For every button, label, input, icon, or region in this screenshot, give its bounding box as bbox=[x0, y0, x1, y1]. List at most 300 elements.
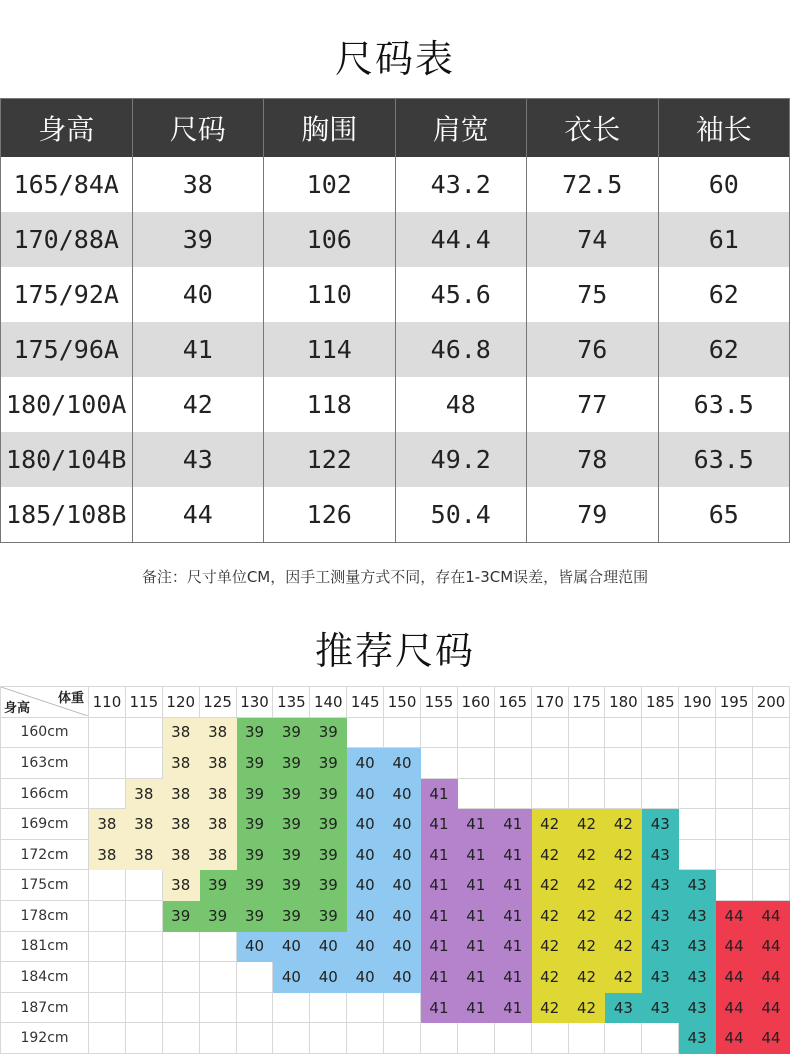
recommend-size-cell: 40 bbox=[384, 778, 421, 809]
recommend-size-cell: 39 bbox=[162, 901, 199, 932]
size-row bbox=[1, 322, 790, 377]
recommend-size-cell bbox=[457, 778, 494, 809]
recommend-size-cell: 39 bbox=[273, 809, 310, 840]
recommend-size-cell bbox=[347, 992, 384, 1023]
weight-header-row bbox=[1, 687, 790, 718]
size-row bbox=[1, 432, 790, 487]
recommend-size-cell bbox=[310, 1023, 347, 1054]
recommend-size-cell bbox=[716, 839, 753, 870]
height-row bbox=[1, 870, 790, 901]
size-cell: 38 bbox=[132, 157, 264, 212]
recommend-size-cell bbox=[310, 992, 347, 1023]
height-label: 166cm bbox=[1, 778, 89, 809]
recommend-size-cell: 44 bbox=[753, 962, 790, 993]
size-cell: 45.6 bbox=[395, 267, 527, 322]
recommend-size-cell: 43 bbox=[605, 992, 642, 1023]
recommend-size-cell bbox=[679, 839, 716, 870]
weight-header-cell: 160 bbox=[457, 687, 494, 718]
size-header-cell: 袖长 bbox=[658, 99, 790, 158]
recommend-size-cell: 38 bbox=[162, 748, 199, 779]
recommend-size-cell bbox=[199, 931, 236, 962]
recommend-size-cell bbox=[605, 1023, 642, 1054]
recommend-size-cell: 40 bbox=[347, 931, 384, 962]
recommend-size-cell: 41 bbox=[457, 870, 494, 901]
size-row bbox=[1, 267, 790, 322]
recommend-size-cell: 41 bbox=[494, 962, 531, 993]
recommend-size-cell bbox=[236, 962, 273, 993]
recommend-size-cell: 41 bbox=[421, 839, 458, 870]
recommend-size-cell: 40 bbox=[384, 931, 421, 962]
size-cell: 170/88A bbox=[1, 212, 133, 267]
recommend-size-cell: 40 bbox=[310, 931, 347, 962]
weight-header-cell: 165 bbox=[494, 687, 531, 718]
corner-weight-label: 体重 bbox=[57, 691, 84, 707]
recommend-size-cell: 41 bbox=[494, 931, 531, 962]
grid-corner bbox=[1, 687, 89, 718]
size-cell: 110 bbox=[264, 267, 396, 322]
recommend-size-cell: 40 bbox=[347, 901, 384, 932]
size-header-cell: 肩宽 bbox=[395, 99, 527, 158]
recommend-size-cell: 38 bbox=[199, 748, 236, 779]
weight-header-cell: 125 bbox=[199, 687, 236, 718]
recommend-size-cell: 38 bbox=[199, 778, 236, 809]
size-row bbox=[1, 377, 790, 432]
recommend-size-cell bbox=[125, 962, 162, 993]
recommend-size-cell bbox=[89, 778, 126, 809]
recommend-size-cell bbox=[753, 809, 790, 840]
recommend-size-cell: 42 bbox=[531, 992, 568, 1023]
size-header-cell: 衣长 bbox=[527, 99, 659, 158]
recommend-size-cell bbox=[457, 1023, 494, 1054]
size-chart-table bbox=[0, 98, 790, 543]
size-cell: 106 bbox=[264, 212, 396, 267]
size-cell: 126 bbox=[264, 487, 396, 543]
height-label: 184cm bbox=[1, 962, 89, 993]
weight-header-cell: 130 bbox=[236, 687, 273, 718]
size-cell: 44 bbox=[132, 487, 264, 543]
recommend-size-cell bbox=[753, 748, 790, 779]
recommend-size-cell: 42 bbox=[605, 931, 642, 962]
recommend-size-cell bbox=[568, 717, 605, 748]
recommend-size-cell bbox=[125, 748, 162, 779]
recommend-size-cell: 44 bbox=[716, 962, 753, 993]
recommend-size-cell: 40 bbox=[347, 870, 384, 901]
recommend-size-cell: 41 bbox=[421, 931, 458, 962]
recommend-size-cell bbox=[642, 748, 679, 779]
recommend-size-cell: 40 bbox=[384, 809, 421, 840]
recommend-size-cell bbox=[494, 778, 531, 809]
weight-header-cell: 190 bbox=[679, 687, 716, 718]
recommend-size-cell: 41 bbox=[421, 962, 458, 993]
size-header-cell: 尺码 bbox=[132, 99, 264, 158]
recommend-size-cell: 41 bbox=[494, 870, 531, 901]
height-label: 163cm bbox=[1, 748, 89, 779]
height-row bbox=[1, 809, 790, 840]
size-cell: 78 bbox=[527, 432, 659, 487]
recommend-size-cell bbox=[89, 717, 126, 748]
recommend-size-cell: 41 bbox=[421, 809, 458, 840]
recommend-size-cell bbox=[457, 717, 494, 748]
recommend-size-cell: 39 bbox=[199, 901, 236, 932]
height-row bbox=[1, 839, 790, 870]
recommend-size-cell: 44 bbox=[716, 901, 753, 932]
recommend-size-cell bbox=[89, 901, 126, 932]
recommend-size-cell: 38 bbox=[89, 839, 126, 870]
recommend-size-cell: 41 bbox=[494, 901, 531, 932]
recommend-size-cell: 39 bbox=[273, 748, 310, 779]
recommend-size-cell: 42 bbox=[605, 901, 642, 932]
recommend-size-cell bbox=[753, 870, 790, 901]
weight-header-cell: 155 bbox=[421, 687, 458, 718]
recommend-size-cell bbox=[716, 870, 753, 901]
weight-header-cell: 120 bbox=[162, 687, 199, 718]
recommend-size-cell bbox=[753, 839, 790, 870]
size-cell: 61 bbox=[658, 212, 790, 267]
recommend-size-cell: 44 bbox=[753, 901, 790, 932]
recommend-size-cell bbox=[716, 717, 753, 748]
recommend-size-cell: 42 bbox=[568, 931, 605, 962]
recommend-size-cell: 43 bbox=[679, 1023, 716, 1054]
recommend-size-cell: 38 bbox=[89, 809, 126, 840]
recommend-size-cell: 39 bbox=[310, 901, 347, 932]
size-cell: 118 bbox=[264, 377, 396, 432]
size-cell: 41 bbox=[132, 322, 264, 377]
recommend-size-cell: 43 bbox=[642, 931, 679, 962]
recommend-size-cell: 39 bbox=[236, 839, 273, 870]
recommend-size-grid bbox=[0, 686, 790, 1054]
recommend-size-cell: 43 bbox=[642, 901, 679, 932]
recommend-size-cell: 40 bbox=[273, 962, 310, 993]
size-row bbox=[1, 157, 790, 212]
recommend-size-cell: 38 bbox=[162, 809, 199, 840]
recommend-size-cell: 41 bbox=[457, 901, 494, 932]
height-label: 172cm bbox=[1, 839, 89, 870]
recommend-size-cell bbox=[384, 1023, 421, 1054]
size-header-cell: 胸围 bbox=[264, 99, 396, 158]
weight-header-cell: 135 bbox=[273, 687, 310, 718]
size-cell: 175/92A bbox=[1, 267, 133, 322]
weight-header-cell: 110 bbox=[89, 687, 126, 718]
recommend-size-cell: 44 bbox=[716, 1023, 753, 1054]
recommend-size-cell bbox=[457, 748, 494, 779]
recommend-size-cell: 38 bbox=[162, 778, 199, 809]
recommend-size-cell bbox=[642, 717, 679, 748]
height-label: 175cm bbox=[1, 870, 89, 901]
recommend-size-cell bbox=[494, 748, 531, 779]
recommend-size-cell: 39 bbox=[310, 870, 347, 901]
recommend-size-cell: 42 bbox=[531, 809, 568, 840]
recommend-size-cell: 42 bbox=[531, 839, 568, 870]
recommend-size-cell bbox=[273, 992, 310, 1023]
recommend-size-cell: 38 bbox=[162, 839, 199, 870]
recommend-size-cell: 43 bbox=[679, 962, 716, 993]
recommend-size-cell bbox=[716, 748, 753, 779]
size-cell: 65 bbox=[658, 487, 790, 543]
recommend-size-cell: 42 bbox=[568, 962, 605, 993]
size-cell: 63.5 bbox=[658, 432, 790, 487]
recommend-size-cell bbox=[679, 778, 716, 809]
size-cell: 48 bbox=[395, 377, 527, 432]
recommend-size-cell: 41 bbox=[421, 901, 458, 932]
recommend-size-cell: 39 bbox=[236, 748, 273, 779]
size-cell: 74 bbox=[527, 212, 659, 267]
size-cell: 43 bbox=[132, 432, 264, 487]
size-cell: 40 bbox=[132, 267, 264, 322]
height-row bbox=[1, 931, 790, 962]
size-cell: 175/96A bbox=[1, 322, 133, 377]
height-row bbox=[1, 748, 790, 779]
recommend-size-cell: 39 bbox=[273, 839, 310, 870]
recommend-size-cell: 41 bbox=[457, 809, 494, 840]
recommend-size-cell: 40 bbox=[384, 870, 421, 901]
size-row bbox=[1, 487, 790, 543]
height-row bbox=[1, 901, 790, 932]
recommend-size-cell: 41 bbox=[421, 870, 458, 901]
recommend-size-cell bbox=[421, 1023, 458, 1054]
weight-header-cell: 115 bbox=[125, 687, 162, 718]
recommend-size-cell: 39 bbox=[199, 870, 236, 901]
weight-header-cell: 140 bbox=[310, 687, 347, 718]
recommend-size-cell: 41 bbox=[421, 778, 458, 809]
recommend-size-cell: 38 bbox=[162, 717, 199, 748]
recommend-size-cell: 43 bbox=[642, 870, 679, 901]
recommend-size-cell: 40 bbox=[384, 962, 421, 993]
size-cell: 42 bbox=[132, 377, 264, 432]
recommend-size-cell: 44 bbox=[716, 992, 753, 1023]
height-row bbox=[1, 1023, 790, 1054]
recommend-size-cell bbox=[494, 1023, 531, 1054]
size-cell: 102 bbox=[264, 157, 396, 212]
recommend-size-cell bbox=[642, 1023, 679, 1054]
height-label: 178cm bbox=[1, 901, 89, 932]
recommend-size-cell: 42 bbox=[568, 839, 605, 870]
recommend-size-cell: 40 bbox=[347, 778, 384, 809]
recommend-size-cell bbox=[568, 1023, 605, 1054]
weight-header-cell: 175 bbox=[568, 687, 605, 718]
recommend-size-cell bbox=[347, 1023, 384, 1054]
recommend-size-cell: 42 bbox=[605, 839, 642, 870]
size-cell: 72.5 bbox=[527, 157, 659, 212]
recommend-size-cell bbox=[89, 1023, 126, 1054]
recommend-size-cell bbox=[89, 870, 126, 901]
recommend-size-cell bbox=[384, 992, 421, 1023]
height-row bbox=[1, 717, 790, 748]
weight-header-cell: 170 bbox=[531, 687, 568, 718]
size-chart-title: 尺码表 bbox=[334, 37, 455, 81]
size-chart-header-row bbox=[1, 99, 790, 158]
recommend-size-cell bbox=[642, 778, 679, 809]
recommend-size-cell bbox=[531, 748, 568, 779]
height-label: 181cm bbox=[1, 931, 89, 962]
recommend-size-cell bbox=[125, 870, 162, 901]
size-row bbox=[1, 212, 790, 267]
recommend-size-cell: 42 bbox=[605, 809, 642, 840]
recommend-size-cell bbox=[753, 717, 790, 748]
recommend-size-cell: 40 bbox=[347, 748, 384, 779]
recommend-size-cell: 38 bbox=[162, 870, 199, 901]
recommend-size-cell bbox=[605, 717, 642, 748]
recommend-size-cell bbox=[89, 992, 126, 1023]
recommend-size-cell: 42 bbox=[568, 992, 605, 1023]
height-row bbox=[1, 962, 790, 993]
recommend-size-cell bbox=[125, 931, 162, 962]
size-cell: 62 bbox=[658, 267, 790, 322]
recommend-size-cell: 42 bbox=[568, 901, 605, 932]
recommend-size-cell: 44 bbox=[716, 931, 753, 962]
recommend-size-cell bbox=[125, 992, 162, 1023]
recommend-size-cell bbox=[716, 778, 753, 809]
recommend-size-cell: 39 bbox=[236, 809, 273, 840]
recommend-size-cell: 42 bbox=[531, 870, 568, 901]
recommend-size-cell: 40 bbox=[384, 901, 421, 932]
recommend-size-cell: 39 bbox=[310, 839, 347, 870]
size-cell: 39 bbox=[132, 212, 264, 267]
recommend-size-cell bbox=[125, 717, 162, 748]
size-cell: 44.4 bbox=[395, 212, 527, 267]
recommend-size-cell: 43 bbox=[679, 931, 716, 962]
recommend-size-cell: 42 bbox=[568, 809, 605, 840]
recommend-size-cell: 41 bbox=[494, 809, 531, 840]
recommend-size-cell: 40 bbox=[310, 962, 347, 993]
size-cell: 75 bbox=[527, 267, 659, 322]
recommend-size-cell bbox=[199, 962, 236, 993]
recommend-size-cell: 41 bbox=[457, 931, 494, 962]
recommend-size-cell bbox=[421, 717, 458, 748]
recommend-size-cell: 43 bbox=[642, 839, 679, 870]
weight-header-cell: 145 bbox=[347, 687, 384, 718]
recommend-size-cell bbox=[716, 809, 753, 840]
recommend-size-cell bbox=[89, 962, 126, 993]
recommend-size-cell bbox=[753, 778, 790, 809]
size-cell: 60 bbox=[658, 157, 790, 212]
recommend-size-cell: 39 bbox=[273, 901, 310, 932]
recommend-size-cell bbox=[236, 1023, 273, 1054]
recommend-size-cell: 39 bbox=[273, 717, 310, 748]
recommend-size-cell: 39 bbox=[236, 870, 273, 901]
recommend-size-cell: 40 bbox=[384, 839, 421, 870]
recommend-size-cell: 40 bbox=[236, 931, 273, 962]
recommend-size-cell bbox=[531, 717, 568, 748]
recommend-size-cell bbox=[679, 809, 716, 840]
recommend-size-cell bbox=[273, 1023, 310, 1054]
size-cell: 49.2 bbox=[395, 432, 527, 487]
recommend-size-cell: 44 bbox=[753, 931, 790, 962]
height-label: 169cm bbox=[1, 809, 89, 840]
height-label: 192cm bbox=[1, 1023, 89, 1054]
recommend-size-cell: 40 bbox=[347, 962, 384, 993]
recommend-size-cell bbox=[679, 717, 716, 748]
recommend-size-cell bbox=[125, 901, 162, 932]
recommend-size-cell: 42 bbox=[605, 870, 642, 901]
size-note: 备注：尺寸单位CM，因手工测量方式不同，存在1-3CM误差，皆属合理范围 bbox=[141, 568, 649, 586]
recommend-size-cell bbox=[568, 778, 605, 809]
size-cell: 77 bbox=[527, 377, 659, 432]
recommend-size-cell: 38 bbox=[125, 778, 162, 809]
recommend-size-cell: 42 bbox=[531, 962, 568, 993]
recommend-size-cell bbox=[531, 1023, 568, 1054]
recommend-size-cell: 42 bbox=[568, 870, 605, 901]
corner-height-label: 身高 bbox=[4, 701, 31, 717]
recommend-size-cell bbox=[199, 1023, 236, 1054]
recommend-size-cell bbox=[89, 748, 126, 779]
size-cell: 50.4 bbox=[395, 487, 527, 543]
recommend-size-cell: 44 bbox=[753, 1023, 790, 1054]
recommend-size-cell: 38 bbox=[199, 809, 236, 840]
size-cell: 165/84A bbox=[1, 157, 133, 212]
weight-header-cell: 185 bbox=[642, 687, 679, 718]
recommend-size-cell: 39 bbox=[236, 778, 273, 809]
recommend-size-cell: 40 bbox=[273, 931, 310, 962]
recommend-size-cell: 42 bbox=[531, 901, 568, 932]
recommend-size-cell: 41 bbox=[457, 962, 494, 993]
recommend-title: 推荐尺码 bbox=[314, 629, 475, 673]
recommend-size-cell bbox=[89, 931, 126, 962]
recommend-size-cell: 38 bbox=[199, 717, 236, 748]
size-cell: 122 bbox=[264, 432, 396, 487]
recommend-size-cell: 38 bbox=[199, 839, 236, 870]
size-cell: 180/104B bbox=[1, 432, 133, 487]
recommend-size-cell bbox=[494, 717, 531, 748]
size-header-cell: 身高 bbox=[1, 99, 133, 158]
recommend-size-cell bbox=[236, 992, 273, 1023]
size-cell: 79 bbox=[527, 487, 659, 543]
weight-header-cell: 200 bbox=[753, 687, 790, 718]
recommend-size-cell: 42 bbox=[605, 962, 642, 993]
recommend-size-cell bbox=[162, 992, 199, 1023]
recommend-size-cell: 39 bbox=[310, 748, 347, 779]
recommend-size-cell bbox=[347, 717, 384, 748]
recommend-size-cell bbox=[421, 748, 458, 779]
recommend-size-cell bbox=[679, 748, 716, 779]
recommend-size-cell: 41 bbox=[494, 992, 531, 1023]
recommend-size-cell: 43 bbox=[679, 870, 716, 901]
size-cell: 185/108B bbox=[1, 487, 133, 543]
recommend-size-cell bbox=[199, 992, 236, 1023]
size-cell: 180/100A bbox=[1, 377, 133, 432]
recommend-size-cell bbox=[384, 717, 421, 748]
recommend-size-cell: 38 bbox=[125, 839, 162, 870]
recommend-size-cell bbox=[162, 1023, 199, 1054]
recommend-size-cell: 40 bbox=[384, 748, 421, 779]
height-row bbox=[1, 992, 790, 1023]
weight-header-cell: 150 bbox=[384, 687, 421, 718]
recommend-size-cell: 39 bbox=[273, 778, 310, 809]
recommend-size-cell: 39 bbox=[273, 870, 310, 901]
size-cell: 43.2 bbox=[395, 157, 527, 212]
recommend-size-cell: 43 bbox=[679, 992, 716, 1023]
recommend-size-cell: 43 bbox=[642, 809, 679, 840]
size-cell: 63.5 bbox=[658, 377, 790, 432]
recommend-size-cell: 41 bbox=[457, 992, 494, 1023]
weight-header-cell: 195 bbox=[716, 687, 753, 718]
recommend-size-cell: 38 bbox=[125, 809, 162, 840]
weight-header-cell: 180 bbox=[605, 687, 642, 718]
size-cell: 46.8 bbox=[395, 322, 527, 377]
recommend-size-cell bbox=[605, 748, 642, 779]
recommend-size-cell: 39 bbox=[310, 778, 347, 809]
recommend-size-cell: 39 bbox=[236, 717, 273, 748]
recommend-size-cell: 41 bbox=[457, 839, 494, 870]
recommend-size-cell: 40 bbox=[347, 839, 384, 870]
recommend-size-cell: 39 bbox=[236, 901, 273, 932]
size-cell: 76 bbox=[527, 322, 659, 377]
height-label: 160cm bbox=[1, 717, 89, 748]
recommend-size-cell: 44 bbox=[753, 992, 790, 1023]
recommend-size-cell: 39 bbox=[310, 809, 347, 840]
recommend-size-cell: 41 bbox=[421, 992, 458, 1023]
recommend-size-cell bbox=[162, 931, 199, 962]
recommend-size-cell: 40 bbox=[347, 809, 384, 840]
